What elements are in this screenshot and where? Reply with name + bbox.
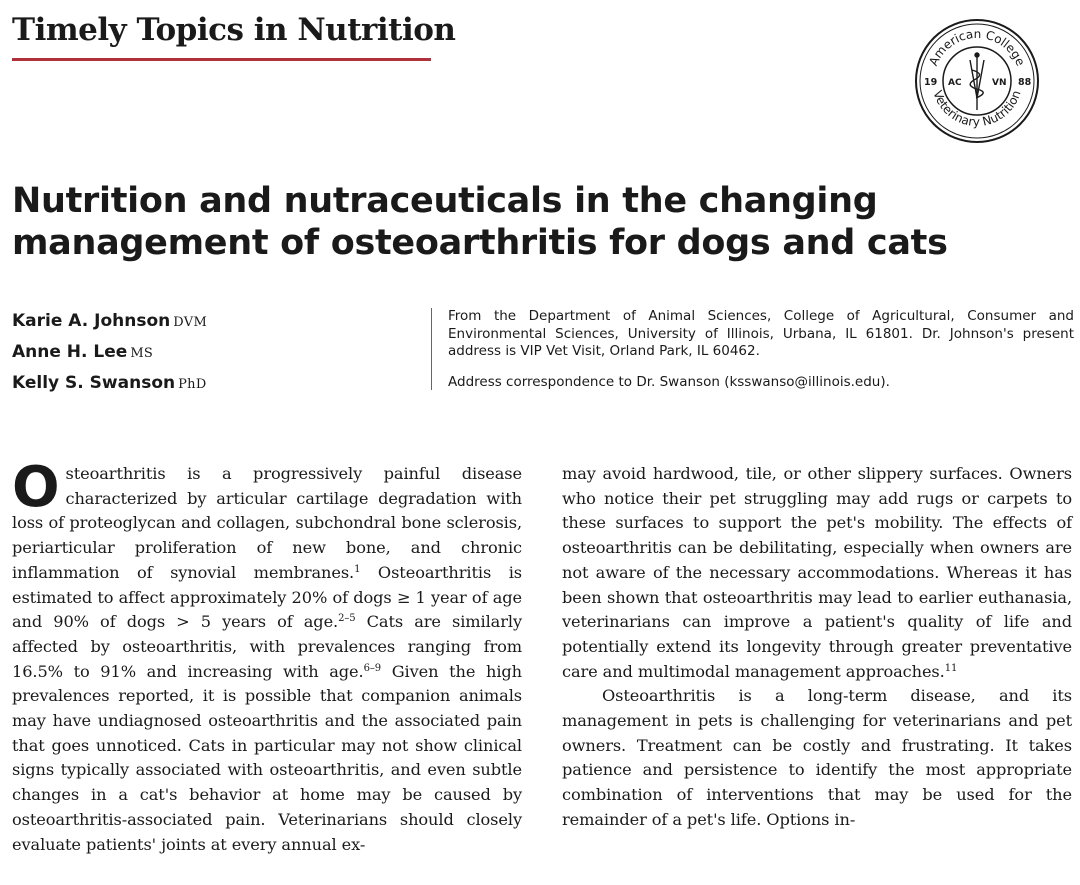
drop-cap: O (12, 455, 60, 520)
seal-bottom-text: Veterinary Nutrition (930, 88, 1024, 130)
seal-year-right: 88 (1018, 77, 1032, 88)
author-name: Karie A. Johnson (12, 311, 171, 331)
article-title (12, 180, 1012, 264)
seal-initials-left: AC (948, 78, 962, 88)
correspondence-text: Address correspondence to Dr. Swanson (ksswanso@illinois.edu). (448, 374, 890, 390)
seal-initials-right: VN (992, 78, 1007, 88)
affiliation-divider (431, 308, 432, 390)
author (12, 373, 207, 393)
acvn-seal-logo (912, 18, 1042, 144)
article-title-line-1: Nutrition and nutraceuticals in the changing (12, 181, 878, 221)
author-degree: MS (130, 346, 154, 361)
series-title: Timely Topics in Nutrition (12, 12, 456, 48)
author-name: Kelly S. Swanson (12, 373, 176, 393)
citation-ref: 11 (944, 662, 958, 674)
body-paragraph: Osteoarthritis is a progressively painful disease characterized by articular cartilage degradation with loss of proteoglycan and collagen, subchondral bone sclerosis, periarticular proliferation of new bone, and chronic inflammation of synovial membranes.$^1$ Osteoarthritis is estimated to affect approximately 20% of dogs ≥ 1 year of age and 90% of dogs > 5 years of age.$^{2-5}$ Cats are similarly affected by osteoarthritis, with prevalences ranging from 16.5% to 91% and increasing with age.$^{6-9}$ Given the high prevalences reported, it is possible that companion animals may have undiagnosed osteoarthritis and the associated pain that goes unnoticed. Cats in particular may not show clinical signs typically associated with osteoarthritis, and even subtle changes in a cat's behavior at home may be caused by osteoarthritis-associated pain. Veterinarians should closely evaluate patients' joints at every annual ex- (12, 455, 523, 854)
series-title-underline (12, 58, 431, 61)
body-column-right (562, 462, 1072, 833)
body-paragraph: Osteoarthritis is a long-term disease, and its management in pets is challenging for veterinarians and pet owners. Treatment can be costly and frustrating. It takes patience and persistence to identify the most appropriate combination of interventions that may be used for the remainder of a pet's life. Options in- (562, 686, 1072, 829)
author-name: Anne H. Lee (12, 342, 128, 362)
author-degree: PhD (178, 377, 207, 392)
body-paragraph: may avoid hardwood, tile, or other slippery surfaces. Owners who notice their pet struggling may add rugs or carpets to these surfaces to support the pet's mobility. The effects of osteoarthritis can be debilitating, especially when owners are not aware of the necessary accommodations. Whereas it has been shown that osteoarthritis may lead to earlier euthanasia, veterinarians can improve a patient's quality of life and potentially extend its longevity through greater preventative care and multimodal management approaches.$^{11}$ (562, 464, 1072, 681)
body-column-left (12, 455, 523, 857)
affiliation-text: From the Department of Animal Sciences, College of Agricultural, Consumer and Environmental Sciences, University of Illinois, Urbana, IL 61801. Dr. Johnson's present address is VIP Vet Visit, Orland Park, IL 60462. (448, 308, 1074, 359)
citation-ref: 1 (354, 563, 361, 575)
citation-ref: 2–5 (338, 613, 356, 625)
seal-year-left: 19 (924, 77, 938, 88)
article-title-line-2: management of osteoarthritis for dogs and cats (12, 223, 948, 263)
seal-top-text: American College (926, 26, 1028, 68)
citation-ref: 6–9 (363, 662, 382, 674)
author (12, 342, 153, 362)
author-degree: DVM (173, 315, 208, 330)
author (12, 311, 207, 331)
